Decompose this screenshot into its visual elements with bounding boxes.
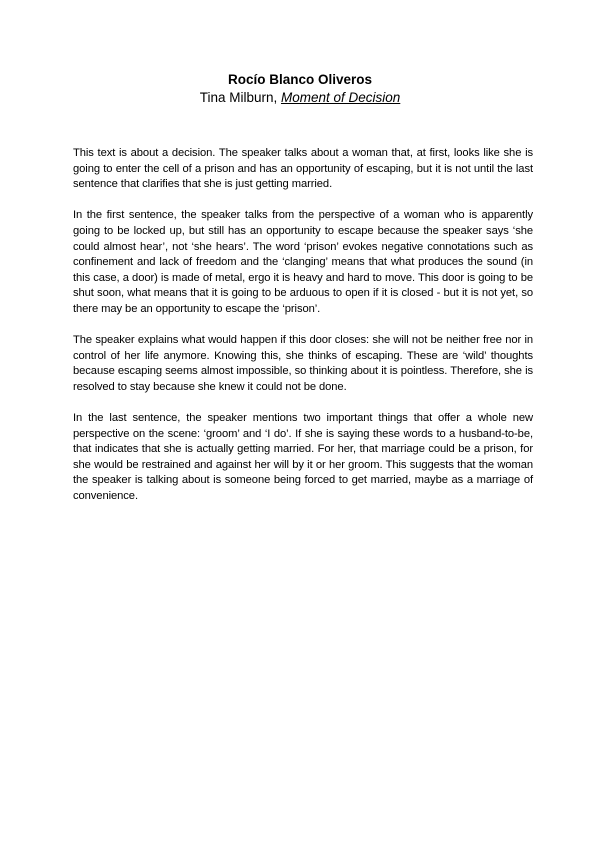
essay-body bbox=[73, 146, 533, 520]
poem-title: Moment of Decision bbox=[280, 90, 401, 105]
paragraph-2: In the first sentence, the speaker talks from the perspective of a woman who is apparently going to be locked up, but still has an opportunity to escape because the speaker says ‘she could almost hear’, not ‘she hears’. The word ‘prison’ evokes negative connotations such as confinement and lack of freedom and the ‘clanging’ means that what produces the sound (in this case, a door) is made of metal, ergo it is heavy and hard to move. This door is going to be shut soon, what means that it is going to be arduous to open if it is closed - but it is not yet, so there may be an opportunity to escape the ‘prison’. bbox=[73, 209, 533, 315]
poem-reference bbox=[0, 89, 600, 107]
paragraph-4: In the last sentence, the speaker mentions two important things that offer a whole new perspective on the scene: ‘groom’ and ‘I do’. If she is saying these words to a husband-to-be, that indicates that she is actually getting married. For her, that marriage could be a prison, for she would be restrained and against her will by it or her groom. This suggests that the woman the speaker is talking about is someone being forced to get married, maybe as a marriage of convenience. bbox=[73, 412, 533, 503]
document-header bbox=[0, 71, 600, 107]
paragraph-3: The speaker explains what would happen if this door closes: she will not be neither free nor in control of her life anymore. Knowing this, she thinks of escaping. These are ‘wild’ thoughts because escaping seems almost impossible, so thinking about it is pointless. Therefore, she is resolved to stay because she knew it could not be done. bbox=[73, 334, 533, 393]
paragraph-1: This text is about a decision. The speaker talks about a woman that, at first, looks like she is going to enter the cell of a prison and has an opportunity of escaping, but it is not until the last sentence that clarifies that she is just getting married. bbox=[73, 147, 533, 191]
author-name: Rocío Blanco Oliveros bbox=[227, 72, 373, 87]
poet-name: Tina Milburn, bbox=[199, 90, 281, 105]
